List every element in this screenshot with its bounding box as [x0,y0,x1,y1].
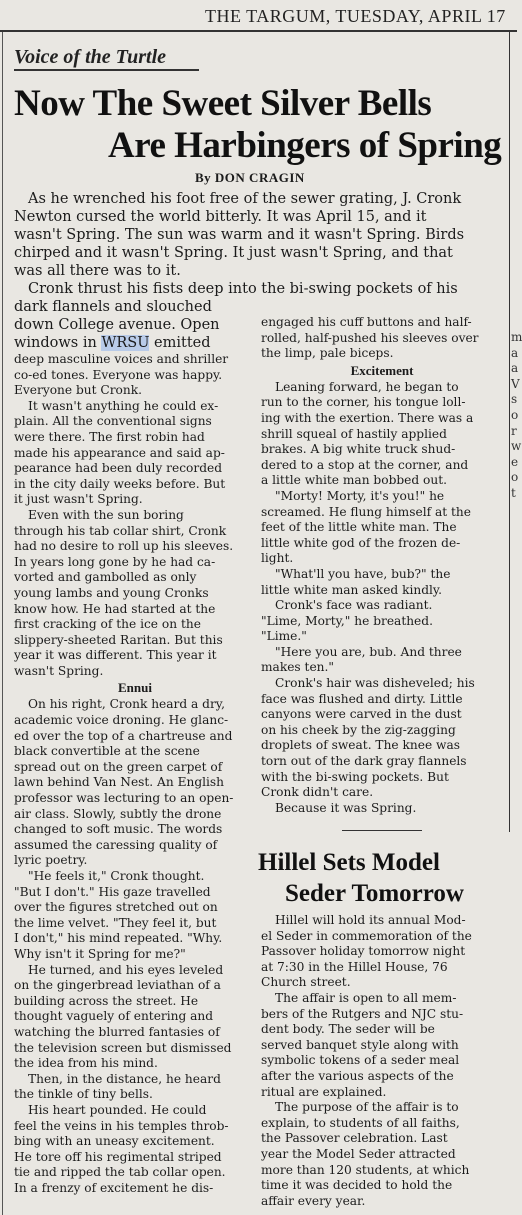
col2-line: dered to a stop at the corner, and [261,457,469,472]
col1-line: He turned, and his eyes leveled [28,962,224,977]
col2-line: makes ten." [261,660,334,675]
col1-big-line: windows in WRSU emitted [14,335,211,351]
edge-fragment: a [511,361,519,376]
right-column-rule [509,32,510,832]
col1-line: changed to soft music. The words [14,822,223,837]
hillel-line: year the Model Seder attracted [261,1146,456,1161]
col2-line: shrill squeal of hastily applied [261,426,447,441]
col1-line: the television screen but dismissed [14,1040,232,1055]
headline-line-1: Now The Sweet Silver Bells [14,83,432,124]
col1-line: On his right, Cronk heard a dry, [28,697,225,712]
article-column-1 [14,298,256,1196]
hillel-line: Passover holiday tomorrow night [261,944,466,959]
col1-line: had no desire to roll up his sleeves. [14,539,234,554]
col1-line: In years long gone by he had ca- [14,554,216,569]
hillel-line: more than 120 students, at which [261,1162,470,1177]
col2-line: "Lime." [261,629,307,644]
col1-line: bing with an uneasy excitement. [14,1134,215,1149]
col2-line: with the bi-swing pockets. But [261,769,449,784]
col1-line: co-ed tones. Everyone was happy. [14,367,223,382]
col1-line: professor was lecturing to an open- [14,791,234,806]
col1-line: made his appearance and said ap- [14,445,225,460]
col2-line: "Here you are, bub. And three [275,644,462,659]
col1-line: pearance had been duly recorded [14,461,223,476]
col2-line: screamed. He flung himself at the [261,504,471,519]
hillel-line: symbolic tokens of a seder meal [261,1053,460,1068]
adjacent-column-fragments [511,330,522,502]
col2-line: droplets of sweat. The knee was [261,738,460,753]
hillel-line: affair every year. [261,1193,366,1208]
col2-line: "Morty! Morty, it's you!" he [275,488,445,503]
col1-line: watching the blurred fantasies of [14,1024,220,1039]
lead-line: wasn't Spring. The sun was warm and it wasn't Spring. Birds [14,227,465,243]
col1-line: Then, in the distance, he heard [28,1071,221,1086]
col1-line: were there. The first robin had [14,429,205,444]
col1-line: young lambs and young Cronks [14,585,209,600]
col2-line: face was flushed and dirty. Little [261,691,463,706]
lead-line: chirped and it wasn't Spring. It just wasn't Spring, and that [14,245,453,261]
col1-line: tie and ripped the tab collar open. [14,1165,226,1180]
newspaper-masthead: THE TARGUM, TUESDAY, APRIL 17 [205,6,506,26]
article-end-rule [342,830,422,831]
col2-line: "Lime, Morty," he breathed. [261,613,433,628]
edge-fragment: t [511,485,516,500]
col1-line: black convertible at the scene [14,744,200,759]
col1-line: year it was different. This year it [14,648,217,663]
highlighted-term: WRSU [101,335,150,351]
edge-fragment: o [511,407,519,422]
edge-fragment: w [511,439,522,454]
lead-line: As he wrenched his foot free of the sewer grating, J. Cronk [28,191,462,207]
col1-line: the idea from his mind. [14,1056,158,1071]
column-label: Voice of the Turtle [14,46,199,71]
col1-line: Even with the sun boring [28,507,184,522]
col1-line: air class. Slowly, subtly the drone [14,806,222,821]
col2-line: "What'll you have, bub?" the [275,566,451,581]
col1-line: the lime velvet. "They feel it, but [14,915,217,930]
col1-line: His heart pounded. He could [28,1102,207,1117]
col1-line: academic voice droning. He glanc- [14,713,229,728]
col1-line: Why isn't it Spring for me?" [14,946,186,961]
col1-line: know how. He had started at the [14,601,216,616]
article-column-2 [261,315,503,816]
col1-line: lawn behind Van Nest. An English [14,775,225,790]
hillel-line: Church street. [261,975,351,990]
hillel-line: the Passover celebration. Last [261,1131,448,1146]
hillel-line: at 7:30 in the Hillel House, 76 [261,959,448,974]
col2-line: rolled, half-pushed his sleeves over [261,330,479,345]
col1-line: building across the street. He [14,993,199,1008]
col2-line: little white man asked kindly. [261,582,443,597]
col2-line: ing with the exertion. There was a [261,410,474,425]
col1-line: through his tab collar shirt, Cronk [14,523,227,538]
col2-line: Leaning forward, he began to [275,379,459,394]
col1-line: in the city daily weeks before. But [14,476,226,491]
lead-paragraph [14,190,504,298]
col2-line: light. [261,551,294,566]
col1-line: it just wasn't Spring. [14,492,143,507]
col2-line: Because it was Spring. [275,800,417,815]
hillel-line: ritual are explained. [261,1084,387,1099]
col2-line: Cronk's face was radiant. [275,598,433,613]
lead-line: Newton cursed the world bitterly. It was April 15, and it [14,209,427,225]
hillel-line: The purpose of the affair is to [275,1100,459,1115]
col1-line: feel the veins in his temples throb- [14,1118,229,1133]
hillel-line: explain, to students of all faiths, [261,1115,460,1130]
col1-line: spread out on the green carpet of [14,759,223,774]
col2-line: run to the corner, his tongue loll- [261,395,466,410]
col1-line: the tinkle of tiny bells. [14,1087,153,1102]
byline: By DON CRAGIN [195,170,305,185]
col1-line: In a frenzy of excitement he dis- [14,1180,214,1195]
lead-line: was all there was to it. [14,263,181,279]
hillel-line: The affair is open to all mem- [275,990,457,1005]
col1-line: thought vaguely of entering and [14,1009,214,1024]
col1-line: It wasn't anything he could ex- [28,398,219,413]
hillel-article-body [261,913,503,1209]
hillel-line: time it was decided to hold the [261,1178,453,1193]
col1-big-line: dark flannels and slouched [14,299,212,315]
hillel-line: bers of the Rutgers and NJC stu- [261,1006,464,1021]
col2-line: little white god of the frozen de- [261,535,461,550]
col2-line: Cronk's hair was disheveled; his [275,676,475,691]
edge-fragment: V [511,376,520,391]
col1-big-line: down College avenue. Open [14,317,220,333]
col2-line: the limp, pale biceps. [261,346,394,361]
col1-line: on the gingerbread leviathan of a [14,978,221,993]
hillel-line: el Seder in commemoration of the [261,928,472,943]
edge-fragment: r [511,423,517,438]
hillel-line: served banquet style along with [261,1037,459,1052]
subhead-ennui: Ennui [118,680,152,696]
left-column-rule [2,32,3,1215]
col1-line: slippery-sheeted Raritan. But this [14,632,223,647]
col2-line: engaged his cuff buttons and half- [261,315,472,329]
col2-line: torn out of the dark gray flannels [261,754,467,769]
masthead-rule [0,30,517,32]
col1-line: first cracking of the ice on the [14,617,201,632]
edge-fragment: s [511,392,518,407]
subhead-excitement: Excitement [350,362,414,378]
col1-line: ed over the top of a chartreuse and [14,728,233,743]
hillel-line: Hillel will hold its annual Mod- [275,913,466,927]
col1-line: deep masculine voices and shriller [14,352,229,366]
hillel-headline-line-1: Hillel Sets Model [258,849,440,876]
col1-line: over the figures stretched out on [14,900,218,915]
col2-line: feet of the little white man. The [261,520,457,535]
lead-line: Cronk thrust his fists deep into the bi-swing pockets of his [28,281,458,297]
col1-line: Everyone but Cronk. [14,383,142,398]
edge-fragment: m [511,330,522,344]
edge-fragment: e [511,454,519,469]
col1-line: "But I don't." His gaze travelled [14,884,211,899]
col1-line: assumed the caressing quality of [14,837,218,852]
col2-line: canyons were carved in the dust [261,707,462,722]
col1-line: "He feels it," Cronk thought. [28,869,205,883]
col2-line: brakes. A big white truck shud- [261,442,456,457]
col2-line: a little white man bobbed out. [261,473,448,488]
edge-fragment: o [511,470,519,485]
hillel-headline-line-2: Seder Tomorrow [285,880,464,907]
headline-line-2: Are Harbingers of Spring [108,125,502,166]
col1-line: lyric poetry. [14,853,88,868]
col2-line: Cronk didn't care. [261,785,374,800]
col1-line: vorted and gambolled as only [14,570,197,585]
col1-line: I don't," his mind repeated. "Why. [14,931,223,946]
col2-line: on his cheek by the zig-zagging [261,722,456,737]
edge-fragment: a [511,345,519,360]
col1-line: plain. All the conventional signs [14,414,212,429]
col1-line: He tore off his regimental striped [14,1149,222,1164]
hillel-line: after the various aspects of the [261,1068,454,1083]
col1-line: wasn't Spring. [14,663,104,678]
hillel-line: dent body. The seder will be [261,1022,435,1037]
